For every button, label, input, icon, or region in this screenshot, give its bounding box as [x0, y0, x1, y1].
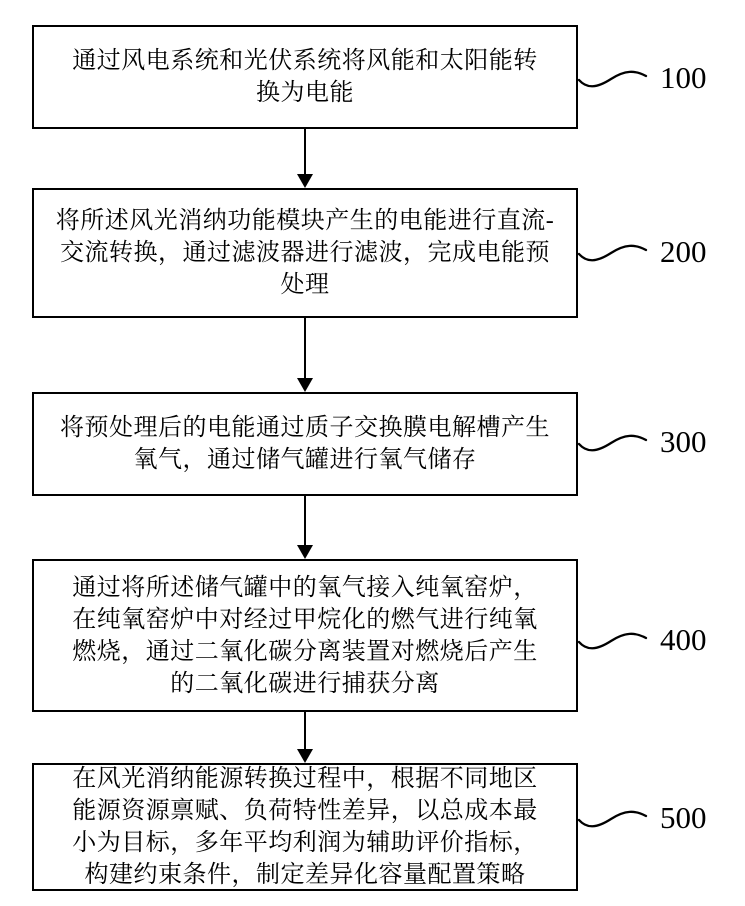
step-text-line: 在风光消纳能源转换过程中，根据不同地区 [72, 766, 538, 792]
step-text-line: 通过风电系统和光伏系统将风能和太阳能转 [72, 48, 538, 74]
step-text-line: 能源资源禀赋、负荷特性差异，以总成本最 [72, 798, 538, 824]
ref-label-200: 200 [660, 234, 707, 269]
step-text-line: 的二氧化碳进行捕获分离 [170, 670, 440, 697]
step-text-line: 通过将所述储气罐中的氧气接入纯氧窑炉， [72, 574, 538, 601]
arrowhead-icon [297, 545, 313, 559]
step-box-100 [32, 25, 578, 129]
step-text-line: 换为电能 [256, 80, 354, 106]
step-box-300 [32, 392, 578, 496]
flow-arrow [297, 129, 313, 188]
arrowhead-icon [297, 378, 313, 392]
step-text-line: 在纯氧窑炉中对经过甲烷化的燃气进行纯氧 [72, 606, 538, 633]
step-box-400 [32, 559, 578, 712]
ref-label-100: 100 [660, 60, 707, 95]
arrowhead-icon [297, 174, 313, 188]
leader-squiggle [578, 241, 650, 263]
ref-label-300: 300 [660, 424, 707, 459]
leader-squiggle [578, 629, 650, 651]
step-text-line: 构建约束条件，制定差异化容量配置策略 [84, 862, 526, 888]
arrowhead-icon [297, 749, 313, 763]
arrow-shaft [304, 712, 306, 752]
flow-arrow [297, 712, 313, 763]
ref-label-400: 400 [660, 622, 707, 657]
arrow-shaft [304, 129, 306, 177]
flow-arrow [297, 318, 313, 392]
step-text-line: 小为目标，多年平均利润为辅助评价指标， [72, 830, 538, 856]
leader-squiggle [578, 807, 650, 829]
leader-squiggle [578, 67, 650, 89]
step-text-line: 氧气，通过储气罐进行氧气储存 [133, 447, 477, 473]
ref-label-500: 500 [660, 800, 707, 835]
step-text-line: 将预处理后的电能通过质子交换膜电解槽产生 [60, 415, 550, 441]
arrow-shaft [304, 496, 306, 548]
step-box-500 [32, 763, 578, 891]
flow-arrow [297, 496, 313, 559]
step-text-line: 燃烧，通过二氧化碳分离装置对燃烧后产生 [72, 638, 538, 665]
step-text-line: 处理 [280, 272, 330, 298]
step-box-200 [32, 188, 578, 318]
arrow-shaft [304, 318, 306, 381]
step-text-line: 交流转换，通过滤波器进行滤波，完成电能预 [60, 240, 550, 266]
step-text-line: 将所述风光消纳功能模块产生的电能进行直流- [55, 208, 555, 234]
leader-squiggle [578, 431, 650, 453]
